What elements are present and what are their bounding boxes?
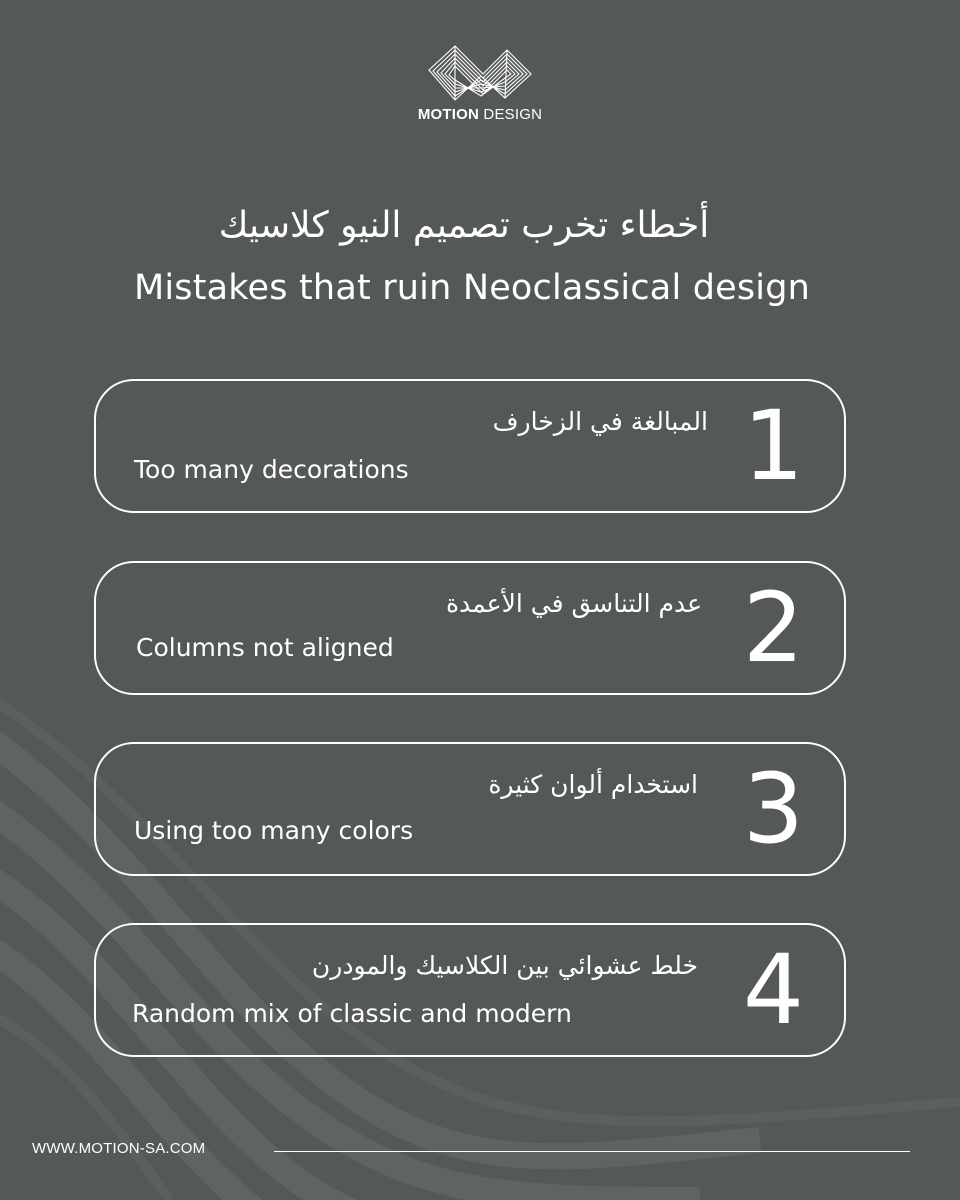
mistake-number: 2 (742, 572, 804, 684)
mistake-card-3 (94, 742, 846, 876)
page-title-arabic: أخطاء تخرب تصميم النيو كلاسيك (218, 205, 710, 246)
mistake-card-4 (94, 923, 846, 1057)
mistake-card-1 (94, 379, 846, 513)
motion-wave-logo-icon (425, 40, 535, 104)
mistake-text-english: Random mix of classic and modern (132, 999, 572, 1028)
brand-name-bold: MOTION (417, 106, 480, 123)
mistake-text-arabic: المبالغة في الزخارف (492, 407, 708, 436)
mistake-text-english: Columns not aligned (136, 633, 394, 662)
brand-logo (400, 40, 560, 123)
mistake-number: 3 (742, 753, 804, 865)
brand-wordmark (400, 106, 560, 123)
mistake-text-arabic: خلط عشوائي بين الكلاسيك والمودرن (311, 951, 698, 980)
page-title-english: Mistakes that ruin Neoclassical design (133, 268, 811, 308)
mistake-number: 4 (742, 934, 804, 1046)
mistake-text-english: Too many decorations (134, 455, 409, 484)
mistake-card-2 (94, 561, 846, 695)
mistake-text-english: Using too many colors (134, 816, 414, 845)
footer-divider (274, 1151, 910, 1152)
website-url: WWW.MOTION-SA.COM (32, 1140, 206, 1157)
mistake-text-arabic: استخدام ألوان كثيرة (488, 770, 698, 799)
brand-name-regular: DESIGN (479, 106, 543, 123)
mistake-text-arabic: عدم التناسق في الأعمدة (445, 589, 702, 618)
mistake-number: 1 (742, 390, 804, 502)
